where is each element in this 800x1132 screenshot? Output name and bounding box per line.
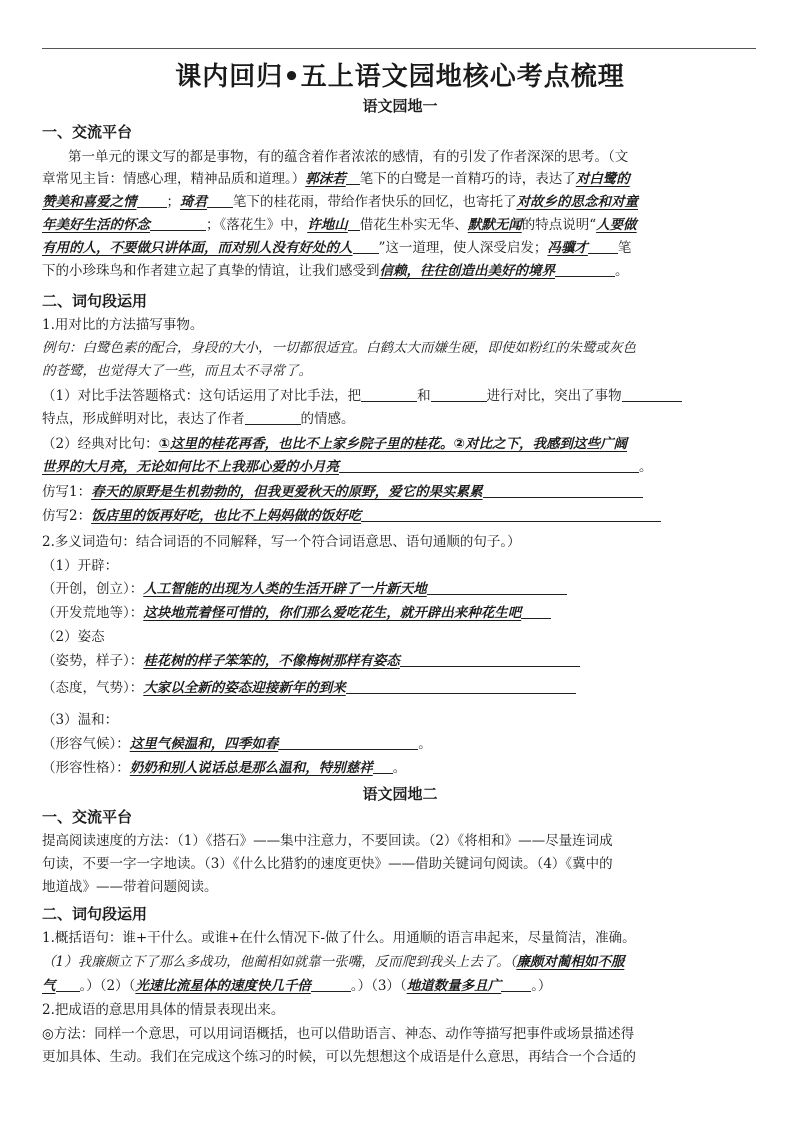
summary-example: （1）我廉颇立下了那么多战功，他蔺相如就靠一张嘴，反而爬到我头上去了。（廉颇对蔺相如不服 bbox=[42, 954, 625, 970]
item-heading: 1.用对比的方法描写事物。 bbox=[42, 317, 204, 333]
word-sentence: （态度，气势）：大家以全新的姿态迎接新年的到来 bbox=[42, 677, 758, 699]
answer: 饭店里的饭再好吃，也比不上妈妈做的饭好吃 bbox=[91, 508, 362, 524]
answer: 对白鹭的 bbox=[575, 171, 630, 187]
answer: ①这里的桂花再香，也比不上家乡院子里的桂花。②对比之下，我感到这些广阔 bbox=[158, 436, 627, 452]
unit1-heading: 语文园地一 bbox=[362, 97, 438, 115]
answer: 赞美和喜爱之情 bbox=[42, 194, 137, 210]
answer: 桂花树的样子笨笨的，不像梅树那样有姿态 bbox=[143, 653, 400, 669]
unit2-heading: 语文园地二 bbox=[362, 785, 438, 803]
answer-author: 许地山 bbox=[307, 217, 348, 233]
answer: 默默无闻 bbox=[467, 217, 522, 233]
answer: 春天的原野是生机勃勃的，但我更爱秋天的原野，爱它的果实累累 bbox=[91, 484, 483, 500]
answer-format: 特点，形成鲜明对比，表达了作者 的情感。 bbox=[42, 411, 355, 427]
answer: 世界的大月亮，无论如何比不上我那心爱的小月亮 bbox=[42, 459, 339, 475]
word-label: （1）开辟： bbox=[42, 558, 119, 574]
word-sentence: （形容气候）：这里气候温和，四季如春 。 bbox=[42, 736, 432, 752]
paragraph-line: 提高阅读速度的方法：（1）《搭石》——集中注意力，不要回读。（2）《将相和》——尽量连词成 bbox=[42, 833, 613, 849]
answer: 信赖，往往创造出美好的境界 bbox=[379, 263, 555, 279]
header-rule bbox=[42, 48, 756, 49]
answer: 光速比流星体的速度快几千倍 bbox=[135, 978, 311, 994]
unit2-s2-title: 二、词句段运用 bbox=[42, 905, 148, 923]
answer-author: 琦君 bbox=[180, 194, 207, 210]
method-line: ◎方法：同样一个意思，可以用词语概括，也可以借助语言、神态、动作等描写把事件或场景描述得 bbox=[42, 1026, 635, 1042]
item-heading: 1.概括语句：谁+干什么。或谁+在什么情况下-做了什么。用通顺的语言串起来，尽量简洁，准确。 bbox=[42, 930, 636, 946]
imitation-2: 仿写2：饭店里的饭再好吃，也比不上妈妈做的饭好吃 bbox=[42, 505, 758, 527]
answer: 气 bbox=[42, 978, 56, 994]
answer-format: （1）对比手法答题格式：这句话运用了对比手法，把 和 进行对比，突出了事物 bbox=[42, 385, 758, 407]
answer: 奶奶和别人说话总是那么温和，特别慈祥 bbox=[129, 760, 373, 776]
answer: 地道数量多且广 bbox=[406, 978, 502, 994]
page-title: 课内回归•五上语文园地核心考点梳理 bbox=[175, 62, 625, 92]
word-sentence: （形容性格）：奶奶和别人说话总是那么温和，特别慈祥 。 bbox=[42, 760, 407, 776]
imitation-1: 仿写1：春天的原野是生机勃勃的，但我更爱秋天的原野，爱它的果实累累 bbox=[42, 481, 758, 503]
unit1-s1-title: 一、交流平台 bbox=[42, 123, 133, 141]
item-heading: 2.把成语的意思用具体的情景表现出来。 bbox=[42, 1002, 285, 1018]
method-line: 更加具体、生动。我们在完成这个练习的时候，可以先想想这个成语是什么意思，再结合一个合适的 bbox=[42, 1049, 636, 1065]
answer-author: 郭沫若 bbox=[305, 171, 346, 187]
word-sentence: （开发荒地等）：这块地荒着怪可惜的，你们那么爱吃花生，就开辟出来种花生吧 bbox=[42, 602, 758, 624]
summary-example: 气 。）（2）（光速比流星体的速度快几千倍 。）（3）（地道数量多且广 。） bbox=[42, 978, 552, 994]
answer: 这块地荒着怪可惜的，你们那么爱吃花生，就开辟出来种花生吧 bbox=[143, 605, 522, 621]
answer: 人要做 bbox=[596, 217, 637, 233]
paragraph-line: 有用的人，不要做只讲体面，而对别人没有好处的人 ”这一道理，使人深受启发；冯骥才 笔 bbox=[42, 240, 632, 256]
answer-author: 冯骥才 bbox=[547, 240, 588, 256]
word-sentence: （姿势，样子）：桂花树的样子笨笨的，不像梅树那样有姿态 bbox=[42, 650, 758, 672]
answer: 这里气候温和，四季如春 bbox=[129, 736, 279, 752]
paragraph-line: 赞美和喜爱之情 ；琦君 笔下的桂花雨，带给作者快乐的回忆，也寄托了对故乡的思念和对童 bbox=[42, 194, 638, 210]
paragraph-line: 章常见主旨：情感心理，精神品质和道理。）郭沫若 笔下的白鹭是一首精巧的诗，表达了对白鹭的 bbox=[42, 171, 630, 187]
paragraph-line: 年美好生活的怀念 ；《落花生》中，许地山 借花生朴实无华、默默无闻的特点说明“人要做 bbox=[42, 217, 637, 233]
answer: 大家以全新的姿态迎接新年的到来 bbox=[143, 680, 346, 696]
unit2-s1-title: 一、交流平台 bbox=[42, 808, 133, 826]
paragraph-line: 第一单元的课文写的都是事物，有的蕴含着作者浓浓的感情，有的引发了作者深深的思考。（文 bbox=[68, 149, 629, 165]
classic-sentence: （2）经典对比句：①这里的桂花再香，也比不上家乡院子里的桂花。②对比之下，我感到这些广阔 bbox=[42, 436, 627, 452]
paragraph-line: 下的小珍珠鸟和作者建立起了真挚的情谊，让我们感受到信赖，往往创造出美好的境界 。 bbox=[42, 263, 629, 279]
example-line: 的苍鹭，也觉得大了一些，而且太不寻常了。 bbox=[42, 363, 312, 379]
paragraph-line: 句读，不要一字一字地读。（3）《什么比猎豹的速度更快》——借助关键词句阅读。（4）《冀中的 bbox=[42, 856, 613, 872]
paragraph-line: 地道战》——带着问题阅读。 bbox=[42, 879, 218, 895]
answer: 年美好生活的怀念 bbox=[42, 217, 150, 233]
answer: 对故乡的思念和对童 bbox=[516, 194, 638, 210]
item-heading: 2.多义词造句：结合词语的不同解释，写一个符合词语意思、语句通顺的句子。） bbox=[42, 534, 521, 550]
answer: 廉颇对蔺相如不服 bbox=[516, 954, 625, 970]
word-label: （2）姿态 bbox=[42, 629, 105, 645]
answer: 有用的人，不要做只讲体面，而对别人没有好处的人 bbox=[42, 240, 353, 256]
word-sentence: （开创，创立）：人工智能的出现为人类的生活开辟了一片新天地 bbox=[42, 578, 758, 600]
answer: 人工智能的出现为人类的生活开辟了一片新天地 bbox=[143, 581, 427, 597]
classic-sentence: 世界的大月亮，无论如何比不上我那心爱的小月亮 。 bbox=[42, 459, 653, 475]
example-line: 例句：白鹭色素的配合，身段的大小，一切都很适宜。白鹤太大而嫌生硬，即使如粉红的朱鹭或灰色 bbox=[42, 340, 636, 356]
unit1-s2-title: 二、词句段运用 bbox=[42, 292, 148, 310]
word-label: （3）温和： bbox=[42, 712, 119, 728]
